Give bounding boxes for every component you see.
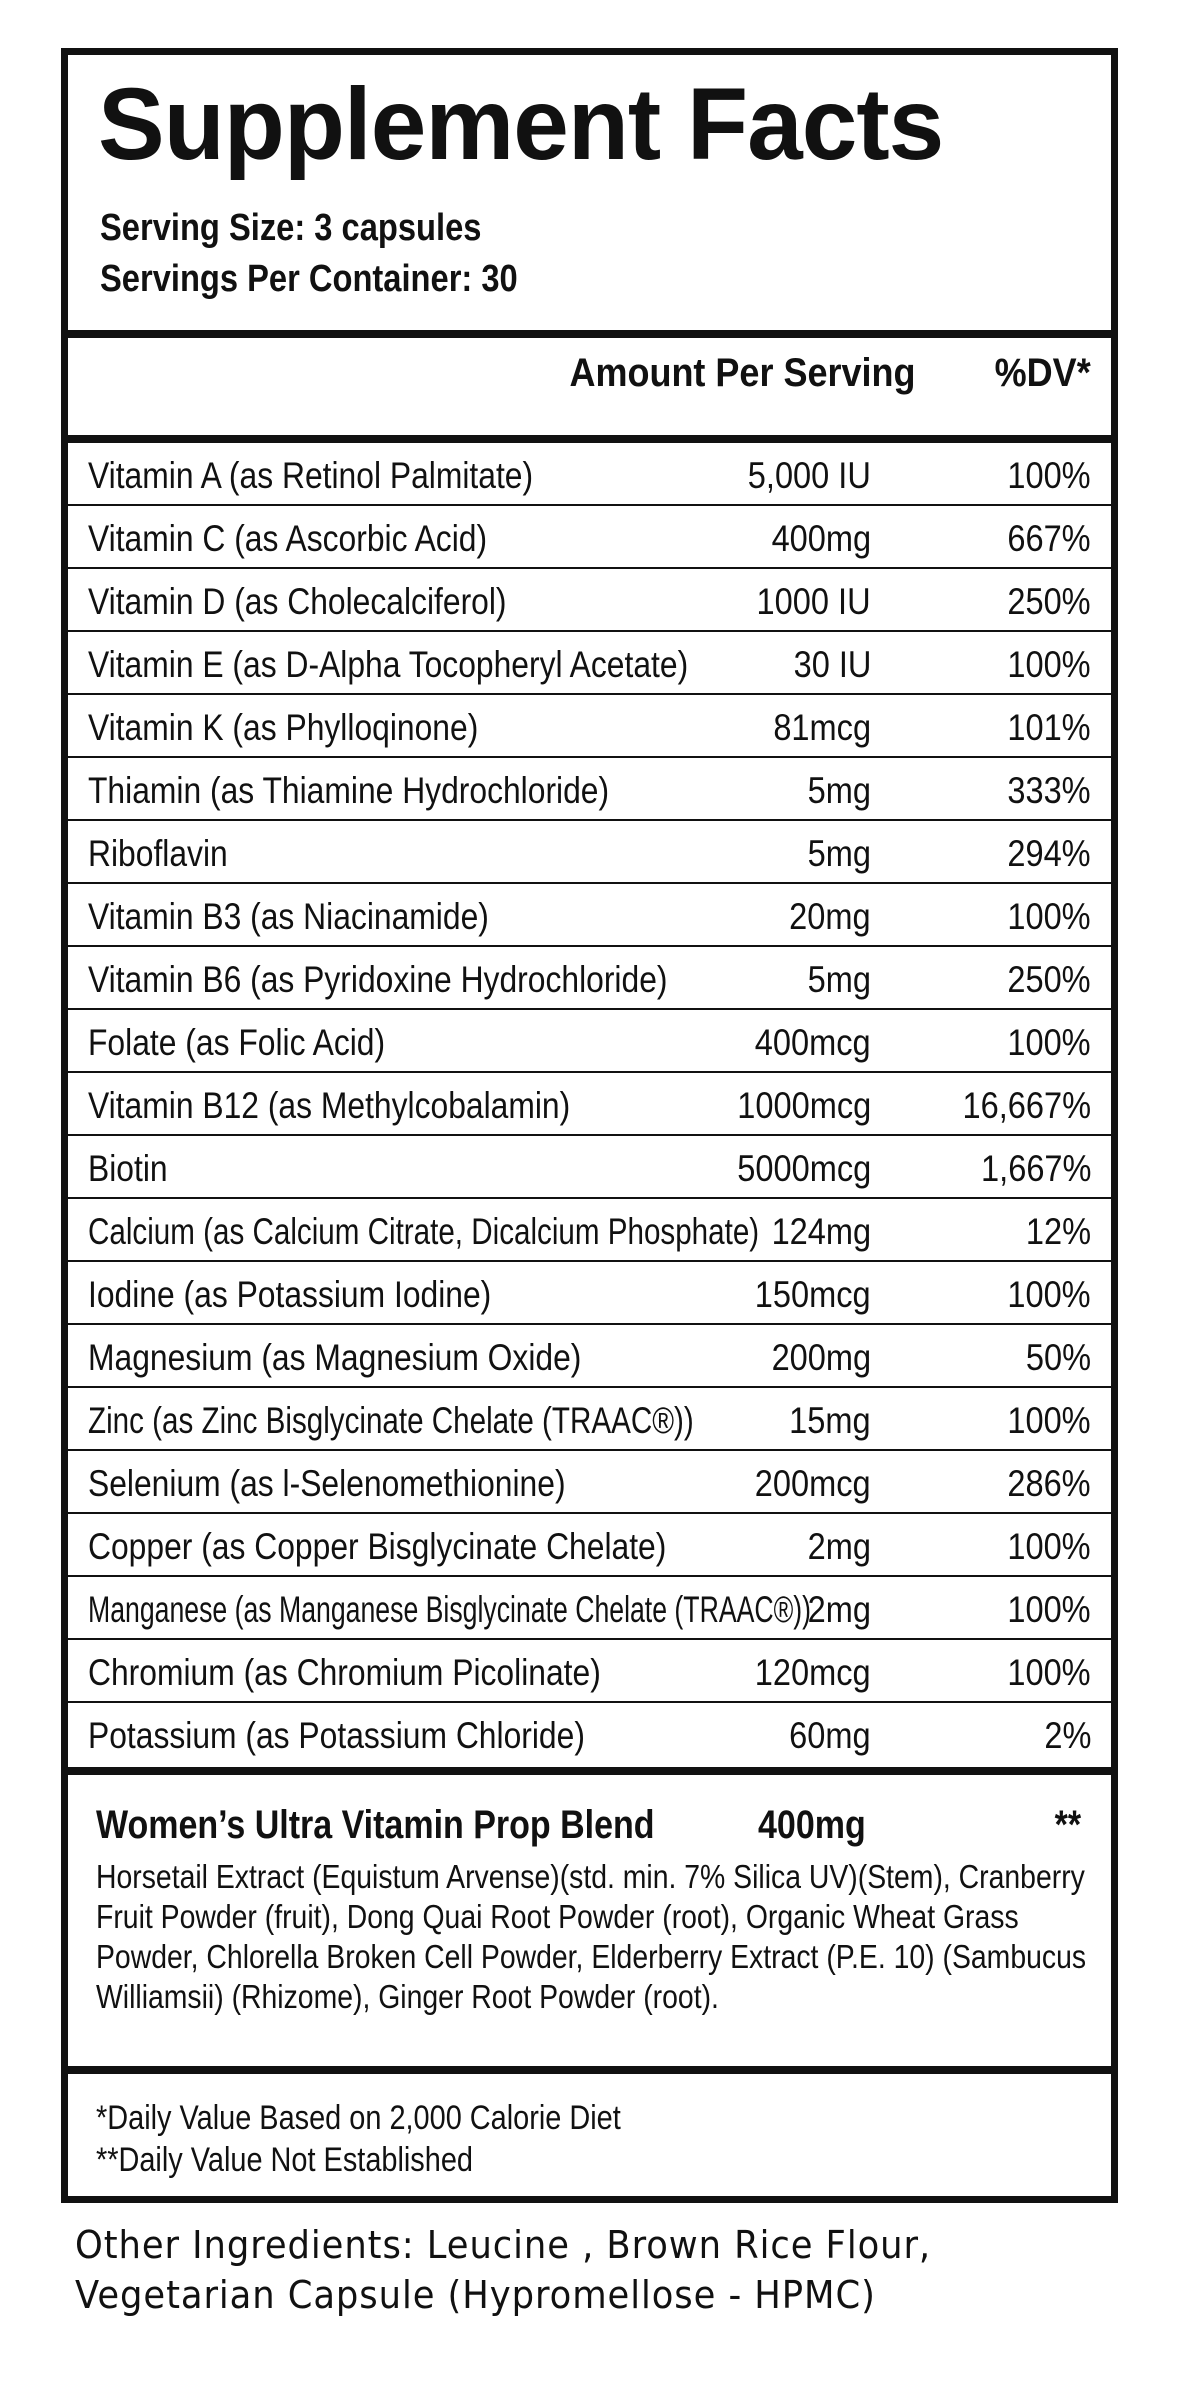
nutrient-row — [68, 1703, 1111, 1766]
nutrient-dv: 100% — [1007, 1022, 1091, 1063]
nutrient-row — [68, 1199, 1111, 1262]
servings-per-container: Servings Per Container: 30 — [100, 258, 518, 300]
nutrient-row — [68, 1073, 1111, 1136]
nutrient-dv: 101% — [1007, 707, 1091, 748]
thick-divider — [68, 1767, 1111, 1775]
nutrient-name: Vitamin D (as Cholecalciferol) — [88, 581, 507, 622]
nutrient-name: Thiamin (as Thiamine Hydrochloride) — [88, 770, 610, 811]
blend-name: Women’s Ultra Vitamin Prop Blend — [96, 1803, 655, 1847]
nutrient-dv: 333% — [1007, 770, 1091, 811]
amount-column-header: Amount Per Serving — [569, 351, 916, 395]
nutrient-amount: 5mg — [807, 959, 871, 1000]
nutrient-row — [68, 1010, 1111, 1073]
nutrient-name: Vitamin B3 (as Niacinamide) — [88, 896, 489, 937]
nutrient-name: Vitamin K (as Phylloqinone) — [88, 707, 479, 748]
nutrient-amount: 5mg — [807, 833, 871, 874]
nutrient-name: Vitamin A (as Retinol Palmitate) — [88, 455, 534, 496]
nutrient-row — [68, 1136, 1111, 1199]
nutrient-amount: 15mg — [789, 1400, 871, 1441]
nutrient-dv: 100% — [1007, 1526, 1091, 1567]
nutrient-dv: 100% — [1007, 1652, 1091, 1693]
nutrient-name: Vitamin C (as Ascorbic Acid) — [88, 518, 488, 559]
nutrient-amount: 200mcg — [755, 1463, 871, 1504]
nutrient-dv: 100% — [1007, 1274, 1091, 1315]
blend-dv: ** — [1054, 1803, 1081, 1847]
footnotes — [96, 2097, 713, 2181]
nutrient-name: Chromium (as Chromium Picolinate) — [88, 1652, 601, 1693]
nutrient-dv: 100% — [1007, 1589, 1091, 1630]
nutrient-row — [68, 758, 1111, 821]
thick-divider — [68, 2066, 1111, 2074]
nutrient-dv: 12% — [1025, 1211, 1091, 1252]
nutrient-dv: 100% — [1007, 896, 1091, 937]
nutrient-name: Magnesium (as Magnesium Oxide) — [88, 1337, 582, 1378]
nutrient-table — [68, 443, 1111, 1766]
blend-ingredients: Horsetail Extract (Equistum Arvense)(std. min. 7% Silica UV)(Stem), Cranberry Fruit Powder (fruit), Dong Quai Root Powder (root), Organic Wheat Grass Powder, Chlorella Broken Cell Powder, Elderberry Extract (P.E. 10) (Sambucus Williamsii) (Rhizome), Ginger Root Powder (root). — [96, 1858, 1087, 2015]
nutrient-name: Riboflavin — [88, 833, 228, 874]
nutrient-dv: 100% — [1007, 1400, 1091, 1441]
nutrient-amount: 20mg — [789, 896, 871, 937]
nutrient-amount: 5,000 IU — [747, 455, 871, 496]
nutrient-dv: 667% — [1007, 518, 1091, 559]
nutrient-dv: 100% — [1007, 455, 1091, 496]
nutrient-amount: 1000 IU — [756, 581, 871, 622]
nutrient-dv: 294% — [1007, 833, 1091, 874]
nutrient-dv: 50% — [1025, 1337, 1091, 1378]
nutrient-name: Calcium (as Calcium Citrate, Dicalcium Phosphate) — [88, 1211, 760, 1252]
serving-size: Serving Size: 3 capsules — [100, 207, 482, 249]
nutrient-name: Vitamin B6 (as Pyridoxine Hydrochloride) — [88, 959, 668, 1000]
panel-title: Supplement Facts — [98, 67, 944, 181]
blend-amount: 400mg — [758, 1803, 866, 1847]
nutrient-dv: 2% — [1043, 1715, 1091, 1756]
supplement-facts-panel — [61, 48, 1118, 2203]
nutrient-name: Selenium (as l-Selenomethionine) — [88, 1463, 566, 1504]
nutrient-amount: 400mg — [771, 518, 871, 559]
nutrient-amount: 5mg — [807, 770, 871, 811]
nutrient-amount: 81mcg — [773, 707, 871, 748]
nutrient-dv: 250% — [1007, 959, 1091, 1000]
nutrient-row — [68, 821, 1111, 884]
nutrient-name: Manganese (as Manganese Bisglycinate Chelate (TRAAC®)) — [88, 1589, 811, 1630]
nutrient-row — [68, 443, 1111, 506]
nutrient-dv: 16,667% — [962, 1085, 1091, 1126]
nutrient-row — [68, 506, 1111, 569]
nutrient-amount: 150mcg — [755, 1274, 871, 1315]
nutrient-row — [68, 632, 1111, 695]
nutrient-row — [68, 884, 1111, 947]
nutrient-name: Biotin — [88, 1148, 168, 1189]
nutrient-name: Iodine (as Potassium Iodine) — [88, 1274, 492, 1315]
thick-divider — [68, 435, 1111, 443]
nutrient-amount: 5000mcg — [737, 1148, 871, 1189]
nutrient-name: Vitamin B12 (as Methylcobalamin) — [88, 1085, 571, 1126]
nutrient-row — [68, 947, 1111, 1010]
thick-divider — [68, 330, 1111, 338]
nutrient-name: Potassium (as Potassium Chloride) — [88, 1715, 585, 1756]
other-ingredients: Other Ingredients: Leucine , Brown Rice Flour, Vegetarian Capsule (Hypromellose - HPMC) — [75, 2223, 932, 2317]
nutrient-name: Folate (as Folic Acid) — [88, 1022, 386, 1063]
proprietary-blend — [68, 1775, 1111, 2066]
footnote-dv-not-established: **Daily Value Not Established — [96, 2141, 473, 2179]
nutrient-row — [68, 1262, 1111, 1325]
nutrient-row — [68, 695, 1111, 758]
nutrient-amount: 120mcg — [755, 1652, 871, 1693]
nutrient-dv: 250% — [1007, 581, 1091, 622]
nutrient-amount: 30 IU — [793, 644, 871, 685]
nutrient-amount: 200mg — [771, 1337, 871, 1378]
nutrient-row — [68, 1640, 1111, 1703]
nutrient-name: Copper (as Copper Bisglycinate Chelate) — [88, 1526, 667, 1567]
nutrient-dv: 1,667% — [980, 1148, 1091, 1189]
nutrient-amount: 400mcg — [755, 1022, 871, 1063]
nutrient-row — [68, 1577, 1111, 1640]
nutrient-amount: 124mg — [771, 1211, 871, 1252]
nutrient-amount: 2mg — [807, 1589, 871, 1630]
nutrient-amount: 60mg — [789, 1715, 871, 1756]
nutrient-row — [68, 1388, 1111, 1451]
nutrient-row — [68, 569, 1111, 632]
dv-column-header: %DV* — [994, 351, 1091, 395]
nutrient-row — [68, 1325, 1111, 1388]
nutrient-row — [68, 1514, 1111, 1577]
nutrient-row — [68, 1451, 1111, 1514]
footnote-dv-basis: *Daily Value Based on 2,000 Calorie Diet — [96, 2099, 621, 2137]
nutrient-name: Zinc (as Zinc Bisglycinate Chelate (TRAAC®)) — [88, 1400, 694, 1441]
nutrient-name: Vitamin E (as D-Alpha Tocopheryl Acetate) — [88, 644, 689, 685]
nutrient-dv: 100% — [1007, 644, 1091, 685]
nutrient-amount: 1000mcg — [737, 1085, 871, 1126]
nutrient-amount: 2mg — [807, 1526, 871, 1567]
nutrient-dv: 286% — [1007, 1463, 1091, 1504]
